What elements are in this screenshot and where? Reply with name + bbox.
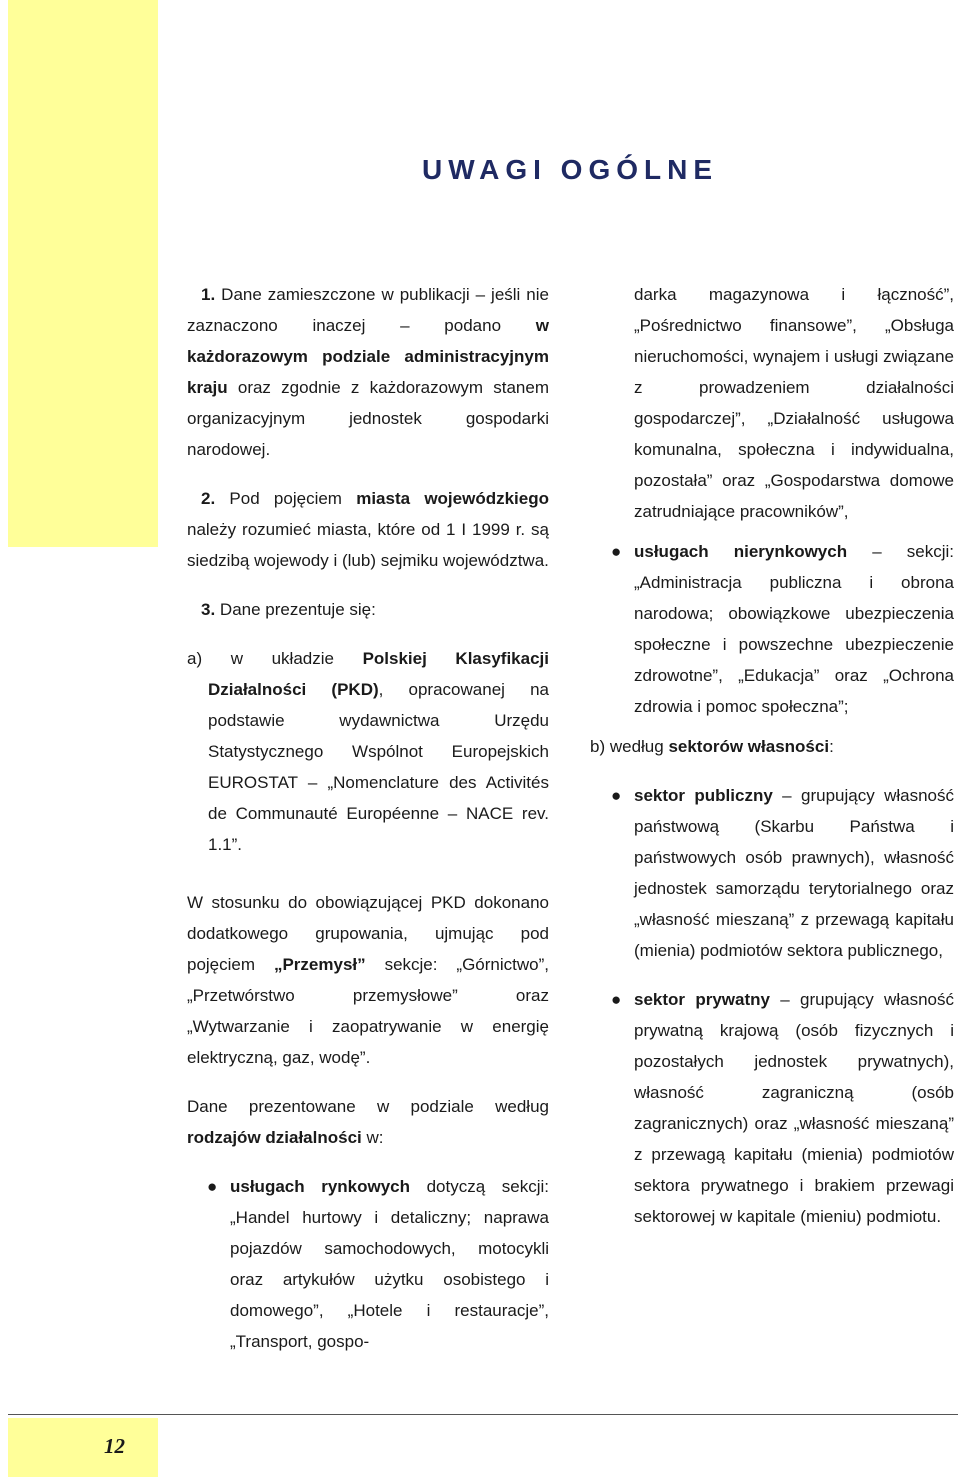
market-services-list	[187, 1171, 549, 1357]
paragraph-2-bold: miasta wojewódzkiego	[356, 489, 550, 508]
page-number: 12	[104, 1434, 125, 1458]
paragraph-rodzaje-text-end: w:	[361, 1128, 384, 1147]
list-item-bold: sektor prywatny	[634, 990, 770, 1009]
list-item-market-services	[187, 1171, 549, 1357]
paragraph-1-bold: w każdorazowym podziale administracyjnym kraju	[187, 316, 549, 397]
paragraph-b-text-end: :	[829, 737, 834, 756]
paragraph-przemysl-text-end: sekcje: „Górnictwo”, „Przetwórstwo przemysłowe” oraz „Wytwarzanie i zaopatrywanie w energię elektryczną, gaz, wodę”.	[187, 955, 549, 1067]
yellow-margin-band	[8, 0, 158, 547]
continuation-text: darka magazynowa i łączność”, „Pośrednictwo finansowe”, „Obsługa nieruchomości, wynajem i usługi związane z prowadzeniem działalności gospodarczej”, „Działalność usługowa komunalna, społeczna i indywidualna, pozostała” oraz „Gospodarstwa domowe zatrudniające pracowników”,	[634, 285, 954, 521]
paragraph-1-text: Dane zamieszczone w publikacji – jeśli nie zaznaczono inaczej – podano	[187, 285, 549, 335]
paragraph-przemysl	[187, 887, 549, 1073]
list-item-text: – grupujący własność państwową (Skarbu Państwa i państwowych osób prawnych), własność jednostek samorządu terytorialnego oraz „własność mieszaną” z przewagą kapitału (mienia) podmiotów sektora publicznego,	[634, 786, 954, 960]
paragraph-b-bold: sektorów własności	[668, 737, 830, 756]
paragraph-1-text-end: oraz zgodnie z każdorazowym stanem organizacyjnym jednostek gospodarki narodowej.	[187, 378, 549, 459]
paragraph-b-text: b) według	[590, 737, 669, 756]
right-column	[590, 279, 954, 1232]
left-column	[187, 279, 549, 1357]
list-item-text: – grupujący własność prywatną krajową (osób fizycznych i pozostałych jednostek prywatnych), własność zagraniczną (osób zagranicznych) oraz „własność mieszaną” z przewagą kapitału (mienia) podmiotów sektora prywatnego i brakiem przewagi sektorowej w kapitale (mieniu) podmiotu.	[634, 990, 954, 1226]
list-item-public-sector	[590, 780, 954, 966]
bullet-icon: ●	[611, 786, 622, 805]
paragraph-a-bold: Polskiej Klasyfikacji Działalności (PKD)	[208, 649, 549, 699]
footer-yellow-band	[8, 1418, 158, 1477]
nonmarket-services-list	[590, 536, 954, 722]
paragraph-2-text-end: należy rozumieć miasta, które od 1 I 1999 r. są siedzibą wojewody i (lub) sejmiku województwa.	[187, 520, 549, 570]
paragraph-b	[590, 731, 954, 762]
paragraph-2	[187, 483, 549, 576]
paragraph-3-text: Dane prezentuje się:	[215, 600, 376, 619]
footer-divider	[8, 1414, 958, 1415]
list-item-bold: sektor publiczny	[634, 786, 773, 805]
list-item-bold: usługach nierynkowych	[634, 542, 848, 561]
paragraph-1	[187, 279, 549, 465]
paragraph-rodzaje-text: Dane prezentowane w podziale według	[187, 1097, 549, 1116]
ownership-sectors-list	[590, 780, 954, 1232]
paragraph-3	[187, 594, 549, 625]
paragraph-a-text: a) w układzie	[187, 649, 363, 668]
bullet-icon: ●	[207, 1177, 218, 1196]
list-item-private-sector	[590, 984, 954, 1232]
list-item-bold: usługach rynkowych	[230, 1177, 411, 1196]
bullet-icon: ●	[611, 542, 622, 561]
paragraph-a-text-end: , opracowanej na podstawie wydawnictwa Urzędu Statystycznego Wspólnot Europejskich EUROSTAT – „Nomenclature des Activités de Communauté Européenne – NACE rev. 1.1”.	[208, 680, 549, 854]
paragraph-a	[187, 643, 549, 860]
paragraph-2-text: Pod pojęciem	[215, 489, 357, 508]
list-item-text: dotyczą sekcji: „Handel hurtowy i detaliczny; naprawa pojazdów samochodowych, motocykli oraz artykułów użytku osobistego i domowego”, „Hotele i restauracje”, „Transport, gospo-	[230, 1177, 549, 1351]
paragraph-3-number: 3.	[201, 600, 216, 619]
paragraph-przemysl-bold: „Przemysł”	[273, 955, 366, 974]
bullet-icon: ●	[611, 990, 622, 1009]
page-title: UWAGI OGÓLNE	[422, 153, 718, 185]
paragraph-2-number: 2.	[201, 489, 216, 508]
list-item-text: – sekcji: „Administracja publiczna i obrona narodowa; obowiązkowe ubezpieczenia społeczne i powszechne ubezpieczenie zdrowotne”, „Edukacja” oraz „Ochrona zdrowia i pomoc społeczna”;	[634, 542, 954, 716]
paragraph-rodzaje	[187, 1091, 549, 1153]
paragraph-rodzaje-bold: rodzajów działalności	[187, 1128, 362, 1147]
paragraph-przemysl-text: W stosunku do obowiązującej PKD dokonano dodatkowego grupowania, ujmując pod pojęciem	[187, 893, 549, 974]
list-item-nonmarket-services	[590, 536, 954, 722]
paragraph-1-number: 1.	[201, 285, 216, 304]
